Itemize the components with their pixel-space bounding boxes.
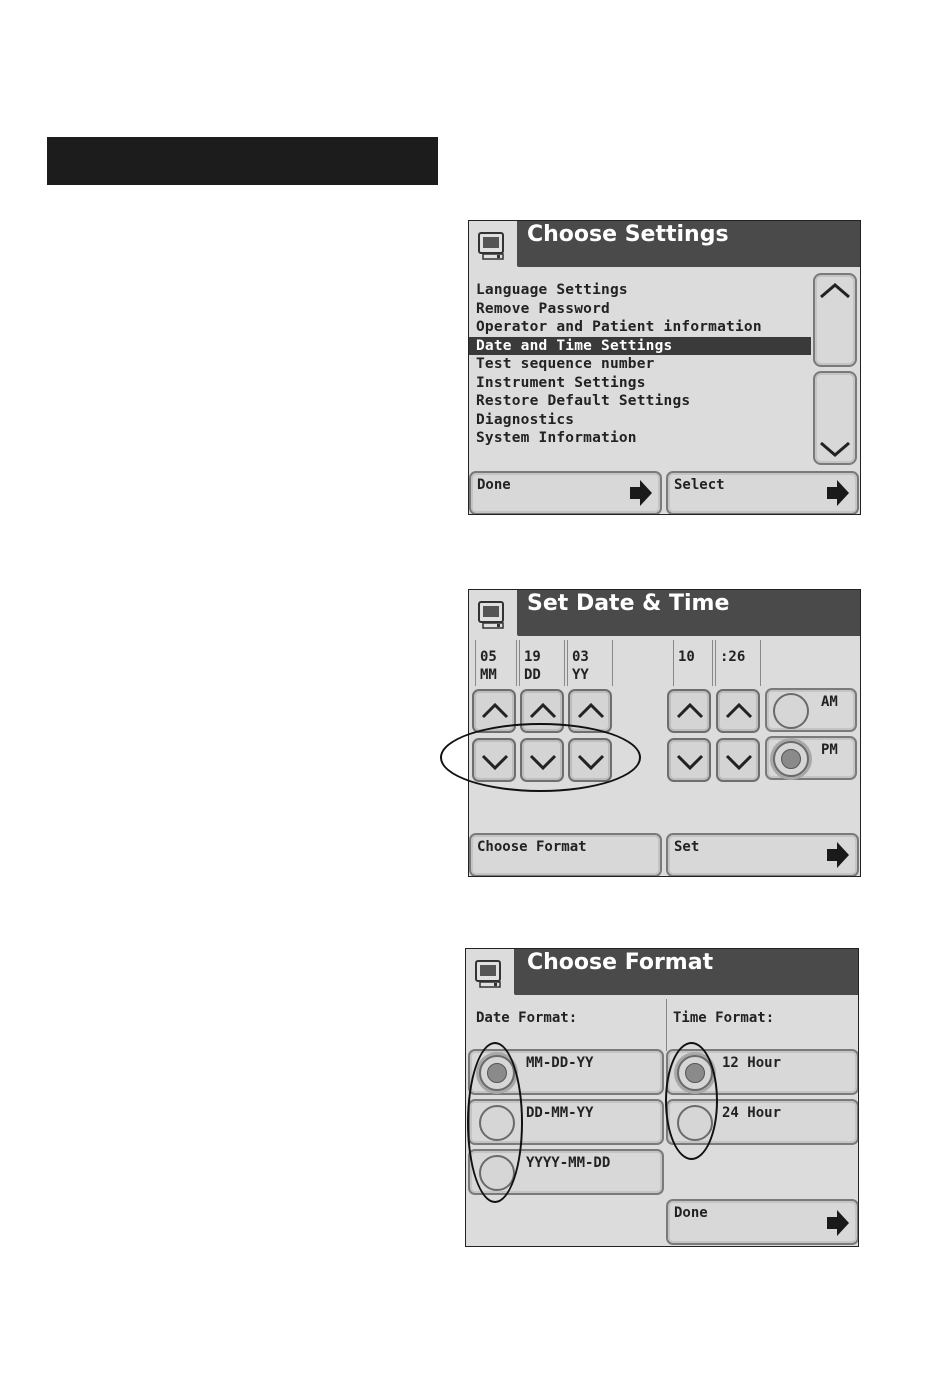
set-button-label: Set bbox=[674, 839, 700, 855]
day-label: DD bbox=[524, 667, 541, 683]
section-header-bar bbox=[47, 137, 438, 185]
am-radio[interactable] bbox=[773, 693, 809, 729]
chevron-up-icon bbox=[817, 281, 853, 301]
arrow-right-icon bbox=[628, 478, 654, 508]
chevron-up-icon bbox=[528, 699, 558, 723]
choose-format-screen bbox=[465, 948, 859, 1247]
year-value: 03 bbox=[572, 649, 589, 665]
chevron-up-icon bbox=[576, 699, 606, 723]
chevron-down-icon bbox=[724, 748, 754, 772]
time-format-heading: Time Format: bbox=[673, 1010, 775, 1026]
month-field bbox=[475, 640, 517, 686]
date-option-label: DD-MM-YY bbox=[526, 1105, 594, 1121]
settings-item-restore-defaults[interactable]: Restore Default Settings bbox=[476, 393, 691, 409]
done-button-label: Done bbox=[674, 1205, 708, 1221]
am-label: AM bbox=[821, 694, 838, 710]
title-bar bbox=[514, 949, 858, 995]
minute-up-button[interactable] bbox=[716, 689, 760, 733]
settings-item-system-info[interactable]: System Information bbox=[476, 430, 637, 446]
select-button-label: Select bbox=[674, 477, 725, 493]
hour-value: 10 bbox=[678, 649, 695, 665]
minute-value: :26 bbox=[720, 649, 746, 665]
title-bar bbox=[517, 590, 860, 636]
date-option-label: YYYY-MM-DD bbox=[526, 1155, 611, 1171]
settings-item-date-time[interactable]: Date and Time Settings bbox=[469, 337, 811, 356]
date-format-heading: Date Format: bbox=[476, 1010, 578, 1026]
done-button[interactable] bbox=[666, 1199, 859, 1245]
time-option-label: 24 Hour bbox=[722, 1105, 782, 1121]
screen-title: Choose Format bbox=[527, 950, 714, 975]
year-field bbox=[567, 640, 613, 686]
chevron-up-icon bbox=[675, 699, 705, 723]
monitor-icon bbox=[477, 599, 507, 631]
settings-item-operator-patient[interactable]: Operator and Patient information bbox=[476, 319, 762, 335]
hour-up-button[interactable] bbox=[667, 689, 711, 733]
pm-label: PM bbox=[821, 742, 838, 758]
pm-radio[interactable] bbox=[773, 741, 809, 777]
screen-title: Choose Settings bbox=[527, 222, 729, 247]
arrow-right-icon bbox=[825, 840, 851, 870]
annotation-ellipse-time-radios bbox=[665, 1042, 718, 1160]
year-label: YY bbox=[572, 667, 589, 683]
time-option-label: 12 Hour bbox=[722, 1055, 782, 1071]
month-label: MM bbox=[480, 667, 497, 683]
done-button-label: Done bbox=[477, 477, 511, 493]
choose-format-button[interactable] bbox=[469, 833, 662, 877]
scroll-up-button[interactable] bbox=[813, 273, 857, 367]
done-button[interactable] bbox=[469, 471, 662, 515]
annotation-ellipse-date-radios bbox=[467, 1042, 523, 1203]
hour-field bbox=[673, 640, 713, 686]
minute-field bbox=[715, 640, 761, 686]
month-value: 05 bbox=[480, 649, 497, 665]
settings-item-test-sequence[interactable]: Test sequence number bbox=[476, 356, 655, 372]
am-option[interactable] bbox=[765, 688, 857, 732]
settings-list bbox=[469, 281, 811, 448]
screen-title: Set Date & Time bbox=[527, 591, 730, 616]
settings-item-instrument[interactable]: Instrument Settings bbox=[476, 374, 646, 391]
settings-item-diagnostics[interactable]: Diagnostics bbox=[476, 411, 575, 428]
arrow-right-icon bbox=[825, 1208, 851, 1238]
arrow-right-icon bbox=[825, 478, 851, 508]
settings-item-language[interactable]: Language Settings bbox=[476, 282, 628, 298]
annotation-ellipse-down-buttons bbox=[440, 723, 641, 792]
monitor-icon bbox=[477, 230, 507, 262]
day-value: 19 bbox=[524, 649, 541, 665]
hour-down-button[interactable] bbox=[667, 738, 711, 782]
date-option-label: MM-DD-YY bbox=[526, 1055, 594, 1071]
set-button[interactable] bbox=[666, 833, 859, 877]
column-divider bbox=[666, 999, 667, 1051]
chevron-down-icon bbox=[817, 439, 853, 459]
chevron-down-icon bbox=[675, 748, 705, 772]
day-field bbox=[519, 640, 565, 686]
pm-option[interactable] bbox=[765, 736, 857, 780]
select-button[interactable] bbox=[666, 471, 859, 515]
scroll-down-button[interactable] bbox=[813, 371, 857, 465]
chevron-up-icon bbox=[724, 699, 754, 723]
choose-format-label: Choose Format bbox=[477, 839, 587, 855]
minute-down-button[interactable] bbox=[716, 738, 760, 782]
title-bar bbox=[517, 221, 860, 267]
settings-item-remove-password[interactable]: Remove Password bbox=[476, 300, 610, 317]
choose-settings-screen bbox=[468, 220, 861, 515]
chevron-up-icon bbox=[480, 699, 510, 723]
monitor-icon bbox=[474, 958, 504, 990]
